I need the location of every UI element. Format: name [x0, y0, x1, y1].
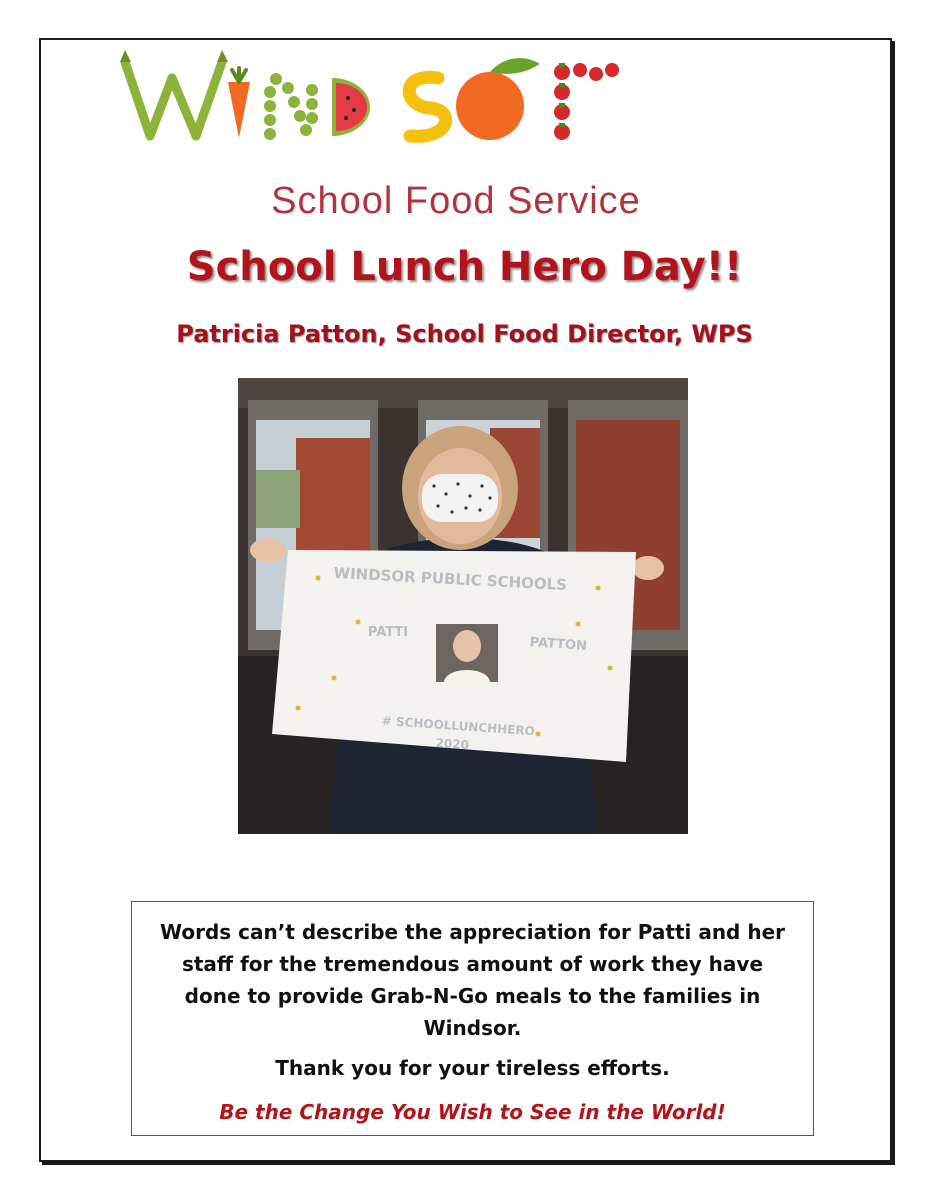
sign-name-right: PATTON [529, 635, 588, 654]
appreciation-message-box [131, 901, 814, 1136]
sign-year: 2020 [435, 735, 470, 753]
page-headline: School Lunch Hero Day!! [186, 244, 743, 290]
thank-you-text: Thank you for your tireless efforts. [275, 1056, 670, 1080]
page-byline: Patricia Patton, School Food Director, WPS [176, 320, 753, 348]
appreciation-text: Words can’t describe the appreciation for Patti and her staff for the tremendous amount of work they have done to provide Grab-N-Go meals to the families in Windsor. [160, 920, 785, 1040]
sign-title: WINDSOR PUBLIC SCHOOLS [333, 563, 568, 595]
windsor-wordmark-graphic [110, 48, 802, 148]
motto-text: Be the Change You Wish to See in the World! [219, 1100, 726, 1124]
sign-name-left: PATTI [367, 625, 409, 640]
hero-photo [238, 378, 688, 834]
sign-hashtag: # SCHOOLLUNCHHERO [381, 713, 536, 739]
logo-subtitle: School Food Service [271, 180, 641, 222]
windsor-logo [110, 48, 802, 222]
